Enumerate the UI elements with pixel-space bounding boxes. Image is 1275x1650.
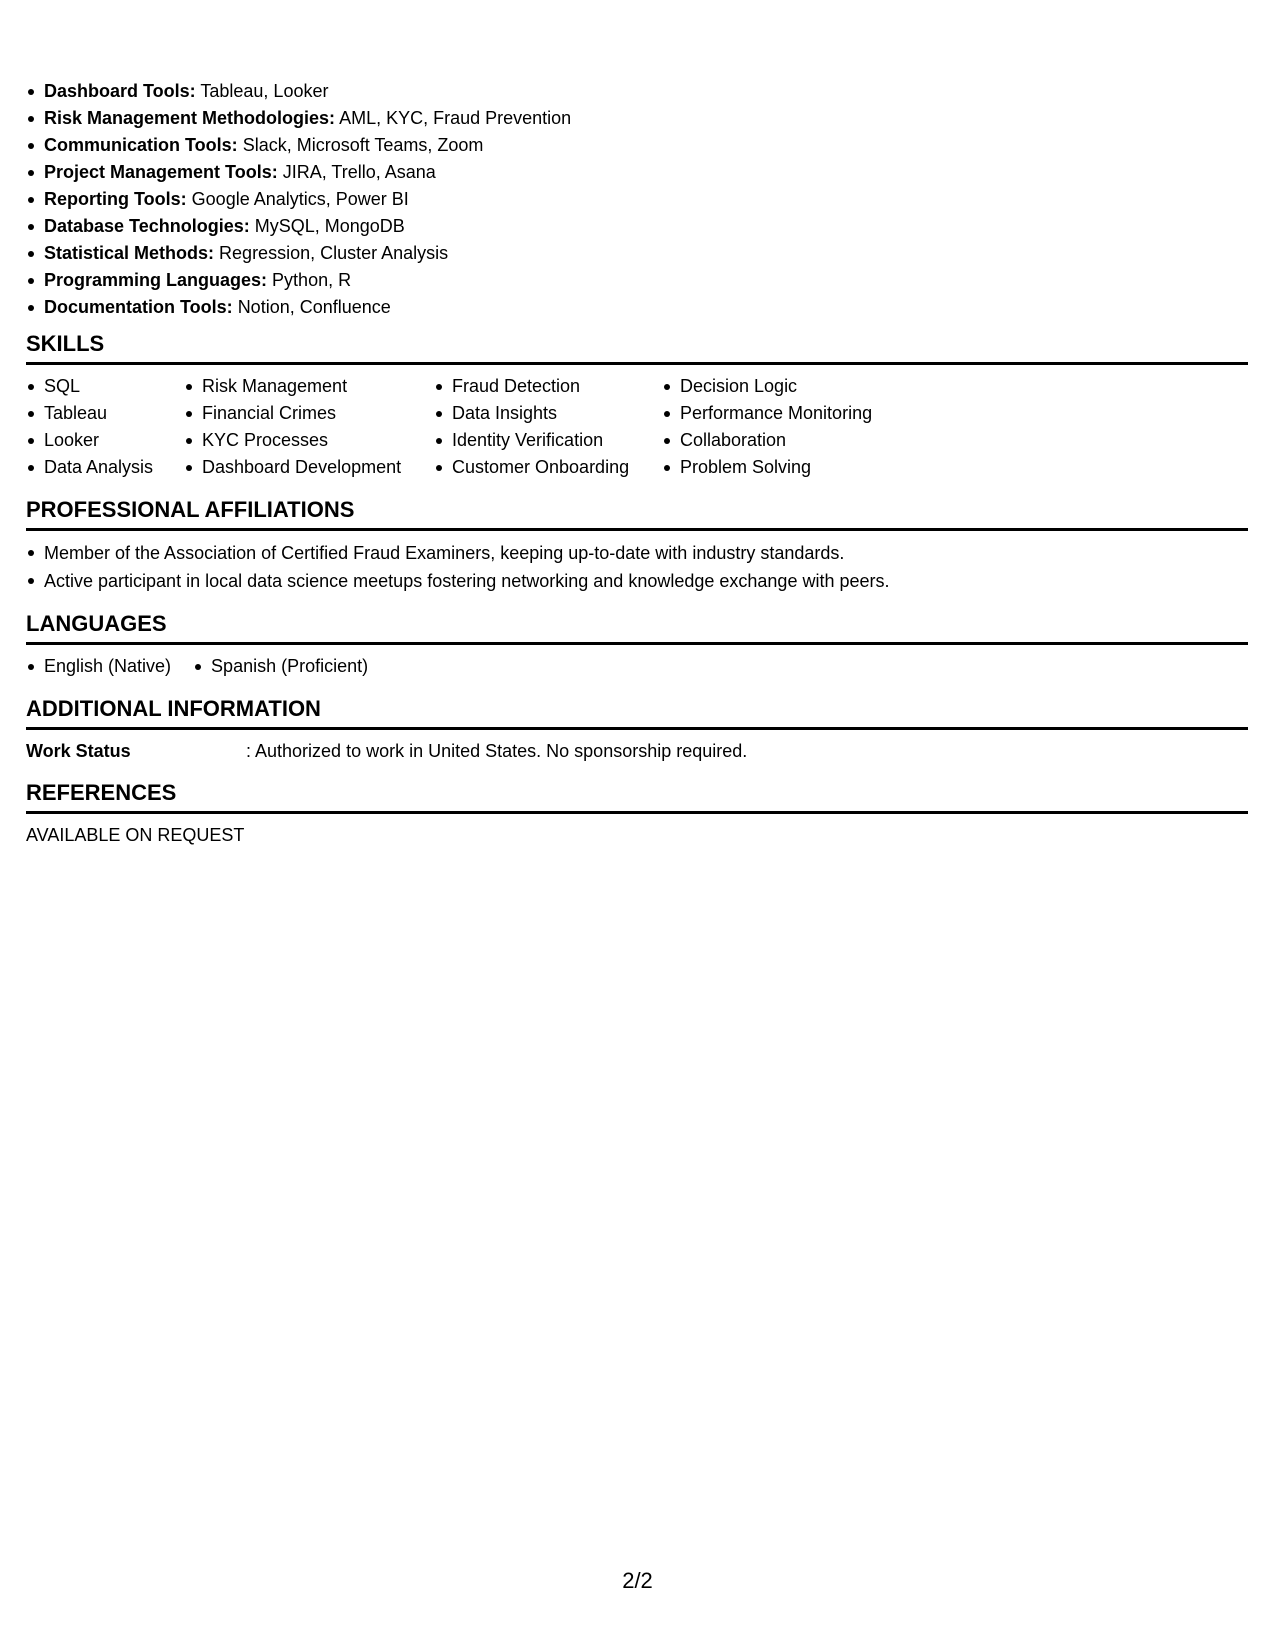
skills-section	[26, 365, 1248, 487]
tool-label: Reporting Tools:	[44, 189, 187, 209]
skills-heading: SKILLS	[26, 321, 1248, 365]
tool-item-database	[26, 213, 1248, 240]
tool-value: Slack, Microsoft Teams, Zoom	[242, 135, 484, 155]
tool-label: Programming Languages:	[44, 270, 268, 290]
references-text: AVAILABLE ON REQUEST	[26, 825, 245, 845]
skill-item: Decision Logic	[662, 373, 922, 400]
tool-value: JIRA, Trello, Asana	[282, 162, 436, 182]
affiliations-list	[26, 539, 1248, 595]
languages-list	[26, 653, 1248, 680]
additional-info-heading: ADDITIONAL INFORMATION	[26, 686, 1248, 730]
tool-label: Project Management Tools:	[44, 162, 278, 182]
skill-item: Problem Solving	[662, 454, 922, 481]
tool-value: Tableau, Looker	[200, 81, 329, 101]
skill-item: Customer Onboarding	[434, 454, 662, 481]
skill-item: Collaboration	[662, 427, 922, 454]
tool-value: Notion, Confluence	[237, 297, 391, 317]
affiliation-item: Member of the Association of Certified Fraud Examiners, keeping up-to-date with industry standards.	[26, 539, 1248, 567]
skill-item: Looker	[26, 427, 184, 454]
language-item: English (Native)	[26, 653, 171, 680]
skill-item: Financial Crimes	[184, 400, 434, 427]
page-number: 2/2	[622, 1568, 653, 1593]
work-status-row	[26, 738, 1248, 764]
skill-item: Tableau	[26, 400, 184, 427]
skills-column	[184, 373, 434, 481]
affiliations-section	[26, 531, 1248, 601]
skills-grid	[26, 373, 1248, 481]
tool-item-communication	[26, 132, 1248, 159]
tool-value: MySQL, MongoDB	[254, 216, 405, 236]
skills-column	[662, 373, 922, 481]
tool-item-dashboard	[26, 78, 1248, 105]
skill-item: Risk Management	[184, 373, 434, 400]
tool-value: Python, R	[272, 270, 352, 290]
tool-value: Google Analytics, Power BI	[191, 189, 409, 209]
tool-label: Risk Management Methodologies:	[44, 108, 336, 128]
affiliation-item: Active participant in local data science meetups fostering networking and knowledge exchange with peers.	[26, 567, 1248, 595]
additional-info-section	[26, 730, 1248, 770]
tool-label: Dashboard Tools:	[44, 81, 196, 101]
tool-value: Regression, Cluster Analysis	[219, 243, 449, 263]
affiliations-heading: PROFESSIONAL AFFILIATIONS	[26, 487, 1248, 531]
resume-page	[26, 78, 1248, 854]
tool-item-programming	[26, 267, 1248, 294]
skill-item: Data Analysis	[26, 454, 184, 481]
work-status-value: : Authorized to work in United States. No sponsorship required.	[246, 741, 748, 761]
tool-value: AML, KYC, Fraud Prevention	[339, 108, 572, 128]
skill-item: SQL	[26, 373, 184, 400]
tools-list	[26, 78, 1248, 321]
tool-item-project-management	[26, 159, 1248, 186]
work-status-label: Work Status	[26, 741, 131, 761]
tool-item-risk-management	[26, 105, 1248, 132]
skill-item: Dashboard Development	[184, 454, 434, 481]
tool-item-documentation	[26, 294, 1248, 321]
skill-item: Identity Verification	[434, 427, 662, 454]
skill-item: Data Insights	[434, 400, 662, 427]
skill-item: Performance Monitoring	[662, 400, 922, 427]
skill-item: Fraud Detection	[434, 373, 662, 400]
tool-label: Communication Tools:	[44, 135, 238, 155]
tool-item-statistical	[26, 240, 1248, 267]
tool-item-reporting	[26, 186, 1248, 213]
tool-label: Statistical Methods:	[44, 243, 215, 263]
skills-column	[434, 373, 662, 481]
skill-item: KYC Processes	[184, 427, 434, 454]
references-heading: REFERENCES	[26, 770, 1248, 814]
languages-heading: LANGUAGES	[26, 601, 1248, 645]
tool-label: Database Technologies:	[44, 216, 250, 236]
language-item: Spanish (Proficient)	[193, 653, 368, 680]
references-section	[26, 814, 1248, 854]
tool-label: Documentation Tools:	[44, 297, 233, 317]
languages-section	[26, 645, 1248, 686]
skills-column	[26, 373, 184, 481]
